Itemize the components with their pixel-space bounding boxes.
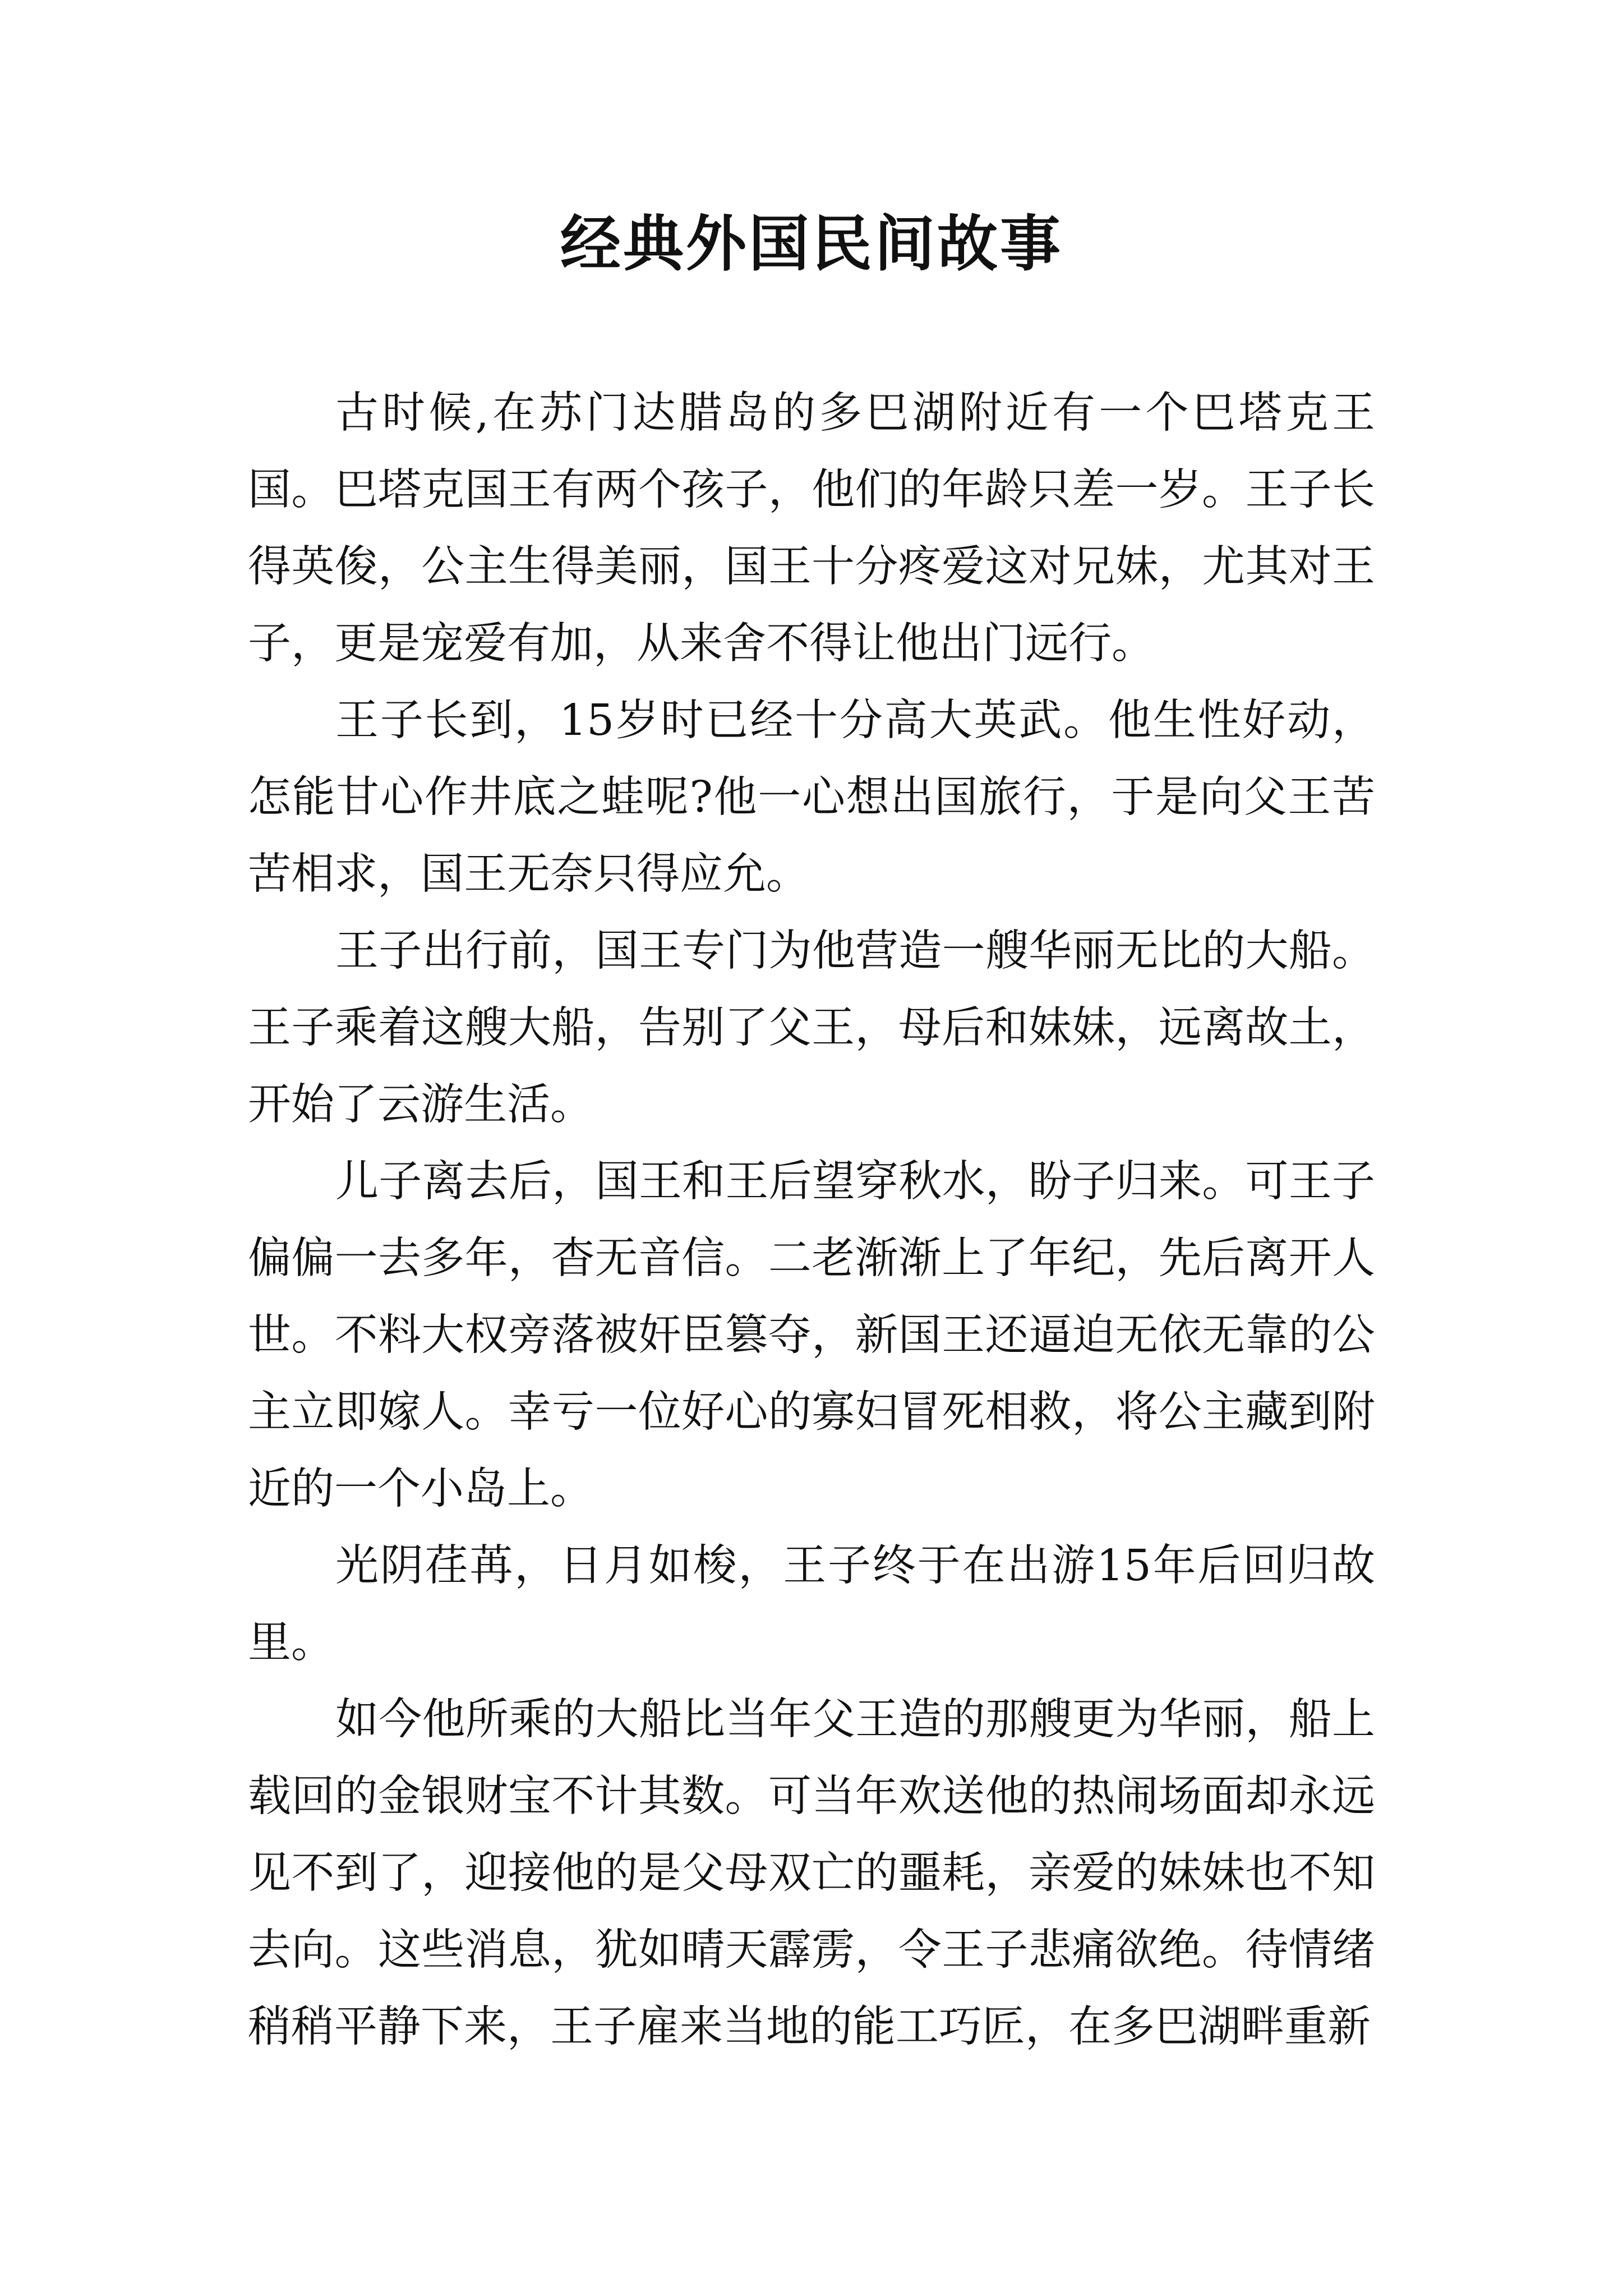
document-title: 经典外国民间故事: [560, 209, 1063, 279]
document-body: [248, 375, 1375, 2065]
paragraph-3: 王子出行前，国王专门为他营造一艘华丽无比的大船。王子乘着这艘大船，告别了父王，母后和妹妹，远离故土，开始了云游生活。: [248, 926, 1375, 1130]
paragraph-4: 儿子离去后，国王和王后望穿秋水，盼子归来。可王子偏偏一去多年，杳无音信。二老渐渐上了年纪，先后离开人世。不料大权旁落被奸臣篡夺，新国王还逼迫无依无靠的公主立即嫁人。幸亏一位好心的寡妇冒死相救，将公主藏到附近的一个小岛上。: [248, 1157, 1375, 1514]
paragraph-2: 王子长到，15岁时已经十分高大英武。他生性好动，怎能甘心作井底之蛙呢?他一心想出国旅行，于是向父王苦苦相求，国王无奈只得应允。: [248, 696, 1375, 899]
paragraph-6: 如今他所乘的大船比当年父王造的那艘更为华丽，船上载回的金银财宝不计其数。可当年欢送他的热闹场面却永远见不到了，迎接他的是父母双亡的噩耗，亲爱的妹妹也不知去向。这些消息，犹如晴天霹雳，令王子悲痛欲绝。待情绪稍稍平静下来，王子雇来当地的能工巧匠，在多巴湖畔重新: [248, 1695, 1375, 2052]
paragraph-5: 光阴荏苒，日月如梭，王子终于在出游15年后回归故里。: [248, 1541, 1375, 1668]
paragraph-1: 古时候,在苏门达腊岛的多巴湖附近有一个巴塔克王国。巴塔克国王有两个孩子，他们的年龄只差一岁。王子长得英俊，公主生得美丽，国王十分疼爱这对兄妹，尤其对王子，更是宠爱有加，从来舍不得让他出门远行。: [248, 388, 1375, 669]
